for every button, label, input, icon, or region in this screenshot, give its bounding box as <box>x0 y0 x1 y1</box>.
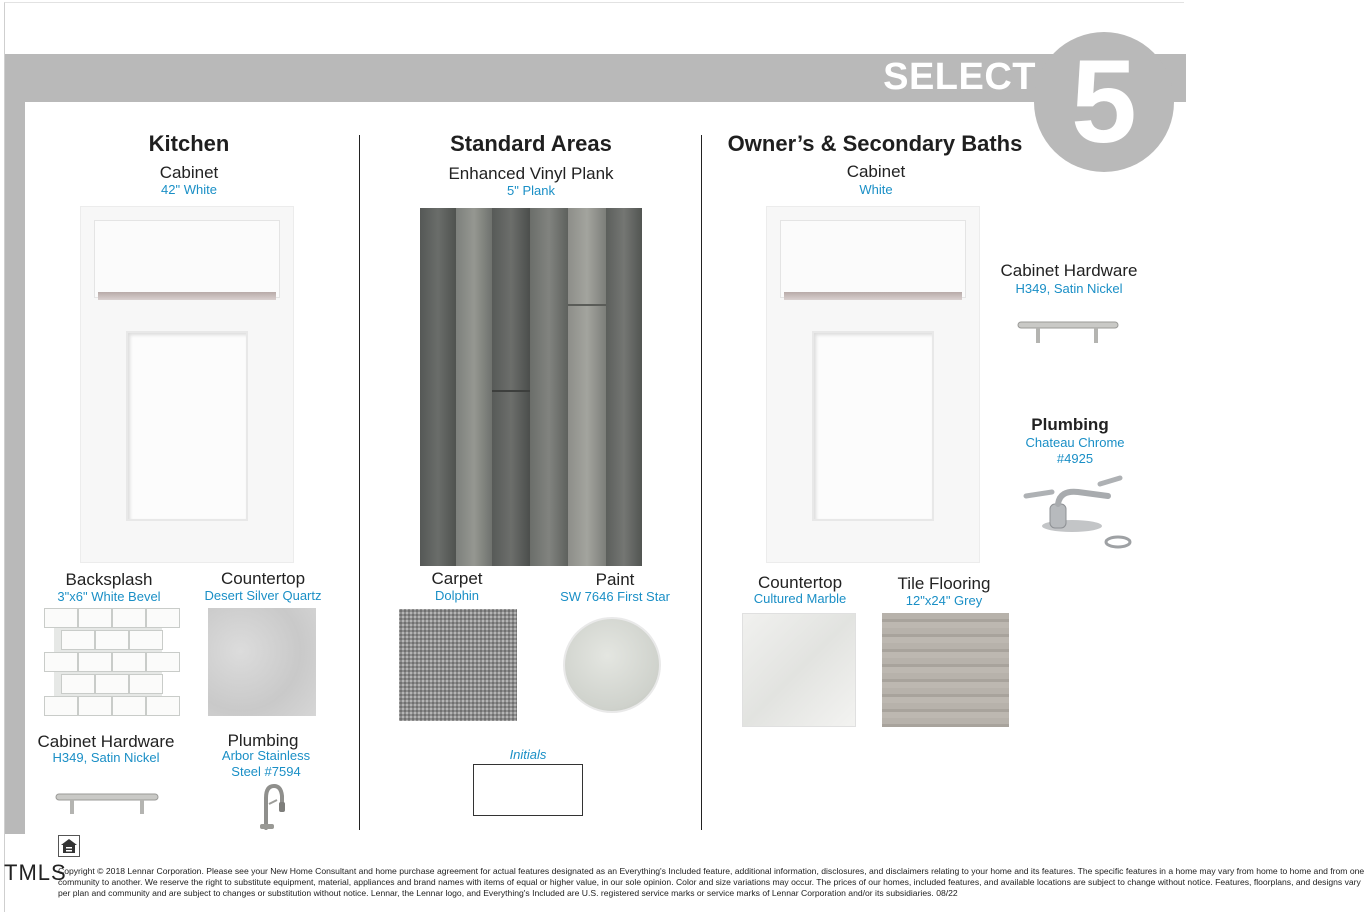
vinyl-label: Enhanced Vinyl Plank <box>448 164 614 183</box>
baths-hardware-sub: H349, Satin Nickel <box>1015 281 1123 296</box>
paint-sub: SW 7646 First Star <box>560 589 670 604</box>
carpet-label: Carpet <box>431 569 483 588</box>
level-number: 5 <box>1071 36 1137 168</box>
baths-countertop-swatch <box>742 613 856 727</box>
kitchen-hardware-pull-image <box>54 790 160 816</box>
kitchen-heading: Kitchen <box>148 131 230 156</box>
baths-plumbing-label: Plumbing <box>1031 415 1109 434</box>
kitchen-plumbing-sub2: Steel #7594 <box>231 764 301 779</box>
kitchen-cabinet-label: Cabinet <box>159 163 219 182</box>
paint-label: Paint <box>595 570 635 589</box>
carpet-sub: Dolphin <box>434 588 480 603</box>
vinyl-plank-image <box>420 208 642 566</box>
baths-plumbing-sub1: Chateau Chrome <box>1025 435 1125 450</box>
kitchen-plumbing-label: Plumbing <box>227 731 299 750</box>
initials-label: Initials <box>509 747 547 762</box>
standard-heading: Standard Areas <box>450 131 612 156</box>
vinyl-sub: 5" Plank <box>507 183 555 198</box>
baths-cabinet-label: Cabinet <box>846 162 906 181</box>
initials-field[interactable] <box>473 764 583 816</box>
kitchen-cabinet-image <box>80 206 294 563</box>
kitchen-countertop-sub: Desert Silver Quartz <box>204 588 322 603</box>
legal-line-3: per plan and community and are subject to changes or substitution without notice. Lennar, the Lennar logo, and Everything's Included are U.S. registered service marks or service marks of Lennar Corporation and/or its subsidiaries. 08/22 <box>58 888 958 898</box>
kitchen-hardware-label: Cabinet Hardware <box>37 732 175 751</box>
paint-swatch <box>560 612 666 718</box>
kitchen-faucet-image <box>248 782 294 830</box>
baths-cabinet-sub: White <box>859 182 893 197</box>
select-label: SELECT <box>883 56 1036 98</box>
kitchen-plumbing-sub1: Arbor Stainless <box>221 748 311 763</box>
tile-flooring-sub: 12"x24" Grey <box>905 593 983 608</box>
baths-faucet-image <box>1022 474 1134 552</box>
kitchen-backsplash-label: Backsplash <box>65 570 153 589</box>
mls-watermark: TMLS <box>4 860 67 885</box>
tile-flooring-label: Tile Flooring <box>897 574 991 593</box>
column-divider-left <box>359 135 360 830</box>
baths-cabinet-image <box>766 206 980 563</box>
baths-heading: Owner’s & Secondary Baths <box>727 131 1023 156</box>
baths-plumbing-sub2: #4925 <box>1056 451 1094 466</box>
baths-countertop-label: Countertop <box>757 573 843 592</box>
legal-line-2: community to another. We reserve the right to substitute equipment, material, appliances and brand names with items of equal or higher value, in our sole opinion. Color and size variations may occur. The prices of our homes, included features, and available locations are subject to change without notice. Features, floorplans, and designs vary <box>58 877 1361 887</box>
kitchen-hardware-sub: H349, Satin Nickel <box>52 750 160 765</box>
countertop-swatch <box>208 608 316 716</box>
carpet-swatch <box>399 609 517 721</box>
baths-countertop-sub: Cultured Marble <box>753 591 847 606</box>
kitchen-backsplash-sub: 3"x6" White Bevel <box>57 589 161 604</box>
tile-flooring-swatch <box>882 613 1009 727</box>
column-divider-right <box>701 135 702 830</box>
baths-hardware-pull-image <box>1016 318 1120 346</box>
backsplash-swatch <box>54 608 162 716</box>
left-band <box>5 54 25 834</box>
baths-hardware-label: Cabinet Hardware <box>1000 261 1138 280</box>
kitchen-countertop-label: Countertop <box>220 569 306 588</box>
legal-line-1: Copyright © 2018 Lennar Corporation. Please see your New Home Consultant and home purchase agreement for actual features designated as an Everything's Included feature, additional information, disclosures, and disclaimers relating to your home and its features. The specific features in a home may vary from home to home and from one <box>58 866 1364 876</box>
kitchen-cabinet-sub: 42" White <box>161 182 217 197</box>
equal-housing-icon <box>58 835 80 857</box>
